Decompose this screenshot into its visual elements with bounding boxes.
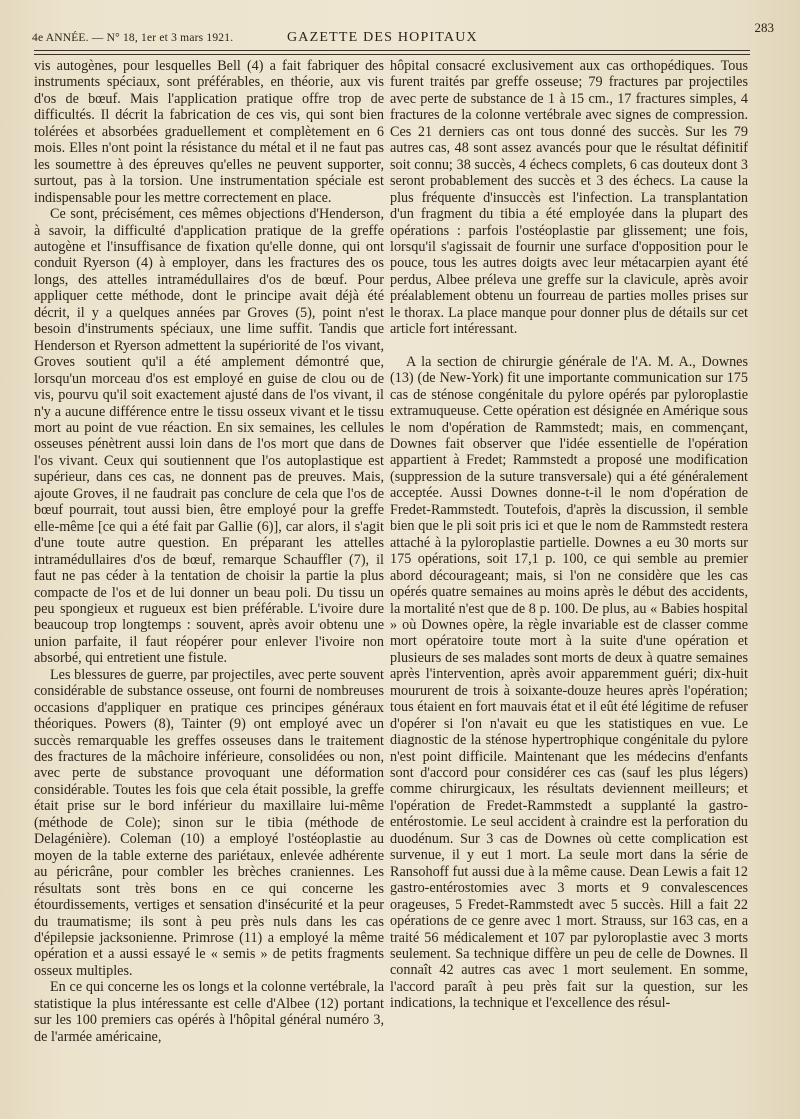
issue-info: 4e ANNÉE. — N° 18, 1er et 3 mars 1921. bbox=[32, 32, 234, 44]
header-rule-top bbox=[34, 50, 750, 51]
page-number: 283 bbox=[754, 20, 774, 35]
left-column bbox=[34, 58, 384, 1108]
paragraph: hôpital consacré exclusivement aux cas orthopédiques. Tous furent traités par greffe osseuse; 79 fractures par projectiles avec perte de substance de 1 à 15 cm., 17 fractures simples, 4 fractures de la colonne vertébrale avec signes de compression. Ces 21 derniers cas ont tous donné des succès. Sur les 79 autres cas, 48 sont assez avancés pour que le résultat définitif soit connu; 38 succès, 4 échecs complets, 6 cas douteux dont 3 seront probablement des succès et 3 des échecs. La cause la plus fréquente d'insuccès est l'infection. La transplantation d'un fragment du tibia a été employée dans la plupart des opérations : parfois l'ostéoplastie par glissement; une fois, lorsqu'il s'agissait de fournir une surface d'opposition pour le pouce, tous les autres doigts avec leur métacarpien ayant été perdus, Albee préleva une greffe sur la clavicule, après avoir préalablement obtenu un fourreau de parties molles prises sur le thorax. La place manque pour donner plus de détails sur cet article fort intéressant. bbox=[390, 58, 748, 338]
paragraph: A la section de chirurgie générale de l'A. M. A., Downes (13) (de New-York) fit une importante communication sur 175 cas de sténose congénitale du pylore opérés par pyloroplastie extramuqueuse. Cette opération est désignée en Amérique sous le nom d'opération de Rammstedt; mais, en commençant, Downes fait observer que l'idée essentielle de l'opération appartient à Fredet; Rammstedt a proposé une modification (suppression de la suture transversale) qui a été généralement acceptée. Aussi Downes donne-t-il le nom d'opération de Fredet-Rammstedt. Toutefois, d'après la discussion, il semble bien que le pli soit pris ici et que le nom de Rammstedt restera attaché à la pyloroplastie partielle. Downes a eu 30 morts sur 175 opérations, soit 17,1 p. 100, ce qui semble au premier abord décourageant; mais, si l'on ne considère que les cas opérés quatre semaines au moins après le début des accidents, la mortalité n'est que de 8 p. 100. De plus, au « Babies hospital » où Downes opère, la règle invariable est de classer comme mort opératoire toute mort à la suite d'une opération et plusieurs de ses malades sont morts de deux à quatre semaines après l'intervention, après avoir apparemment guéri; dix-huit moururent de trois à soixante-douze heures après l'opération; tous étaient en fort mauvais état et il eût été légitime de refuser d'opérer si l'on n'avait eu que les statistiques en vue. Le diagnostic de la sténose hypertrophique congénitale du pylore n'est point difficile. Maintenant que les médecins d'enfants sont d'accord pour considérer ces cas (sauf les plus légers) comme chirurgicaux, les résultats deviennent meilleurs; et l'opération de Fredet-Rammstedt a supplanté la gastro-entérostomie. Le seul accident à craindre est la perforation du duodénum. Sur 3 cas de Downes où cette complication est survenue, il y eut 1 mort. La seule mort dans la série de Ransohoff fut aussi due à la même cause. Dean Lewis a fait 12 gastro-entérostomies avec 3 morts et 9 convalescences orageuses, 5 Fredet-Rammstedt avec 5 succès. Hill a fait 22 opérations de ce genre avec 1 mort. Strauss, sur 163 cas, en a traité 56 médicalement et 107 par pyloroplastie avec 3 morts seulement. Sa technique diffère un peu de celle de Downes. Il connaît 42 autres cas avec 1 mort seulement. En somme, l'accord paraît à peu près fait sur la question, sur les indications, la technique et l'excellence des résul- bbox=[390, 353, 748, 1012]
paragraph: Les blessures de guerre, par projectiles, avec perte souvent considérable de substance osseuse, ont fourni de nombreuses occasions d'appliquer en pratique ces principes généraux théoriques. Powers (8), Tainter (9) ont employé avec un succès remarquable les greffes osseuses dans le traitement des fractures de la mâchoire inférieure, consolidées ou non, avec perte de substance provoquant une déformation considérable. Toutes les fois que cela était possible, la greffe était prise sur le bord inférieur du maxillaire lui-même (méthode de Cole); sinon sur le tibia (méthode de Delagénière). Coleman (10) a employé l'ostéoplastie au moyen de la table externe des pariétaux, enlevée adhérente au péricrâne, pour combler les brèches craniennes. Les résultats sont très bons en ce qui concerne les étourdissements, vertiges et sensation d'insécurité et la peur du traumatisme; ils sont à peu près nuls dans les cas d'épilepsie jacksonienne. Primrose (11) a employé la même opération et a aussi essayé le « semis » de petits fragments osseux multiples. bbox=[34, 666, 384, 979]
paragraph: vis autogènes, pour lesquelles Bell (4) a fait fabriquer des instruments spéciaux, sont préférables, en théorie, aux vis d'os de bœuf. Mais l'application pratique offre trop de difficultés. Il décrit la fabrication de ces vis, qui sont bien tolérées et absorbées graduellement et complètement en 6 mois. Elles n'ont point la résistance du métal et il ne faut pas les soumettre à des épreuves qu'elles ne peuvent supporter, surtout, pas à la torsion. Une instrumentation spéciale est indispensable pour les mettre correctement en place. bbox=[34, 58, 384, 206]
paragraph: En ce qui concerne les os longs et la colonne vertébrale, la statistique la plus intéressante est celle d'Albee (12) portant sur les 100 premiers cas opérés à l'hôpital général numéro 3, de l'armée américaine, bbox=[34, 979, 384, 1045]
paragraph: Ce sont, précisément, ces mêmes objections d'Henderson, à savoir, la difficulté d'application pratique de la greffe autogène et l'insuffisance de fixation qu'elle donne, qui ont conduit Ryerson (4) à employer, dans les fractures des os longs, des attelles intramédullaires d'os de bœuf. Pour appliquer cette méthode, dont le principe avait déjà été décrit, il y a quelques années par Groves (5), point n'est besoin d'instruments spéciaux, une lime suffit. Tandis que Henderson et Ryerson admettent la supériorité de l'os vivant, Groves soutient qu'il a été amplement démontré que, lorsqu'un morceau d'os est employé en guise de clou ou de vis, pourvu qu'il soit exactement ajusté dans de l'os vivant, il n'y a aucune différence entre le tissu osseux vivant et le tissu mort au point de vue réaction. En six semaines, les cellules osseuses pénètrent aussi loin dans de l'os mort que dans de l'os vivant. Ceux qui soutiennent que l'os autoplastique est supérieur, dans ces cas, ne donnent pas de preuves. Mais, ajoute Groves, il ne faudrait pas conclure de cela que l'os de bœuf pourrait, tout aussi bien, être employé pour la greffe elle-même [ce qui a été fait par Gallie (6)], car alors, il s'agit d'une toute autre question. En préparant les attelles intramédullaires d'os de bœuf, remarque Schauffler (7), il faut ne pas céder à la tentation de choisir la partie la plus compacte de l'os et de lui donner un beau poli. Du tissu un peu spongieux et rugueux est bien préférable. L'ivoire dure beaucoup trop longtemps : souvent, après avoir obtenu une union parfaite, il faut réopérer pour enlever l'ivoire non absorbé, qui entretient une fistule. bbox=[34, 206, 384, 667]
header-rule-bottom bbox=[34, 54, 750, 55]
right-column bbox=[390, 58, 748, 1108]
page-header bbox=[32, 20, 774, 46]
journal-title: GAZETTE DES HOPITAUX bbox=[287, 30, 478, 45]
